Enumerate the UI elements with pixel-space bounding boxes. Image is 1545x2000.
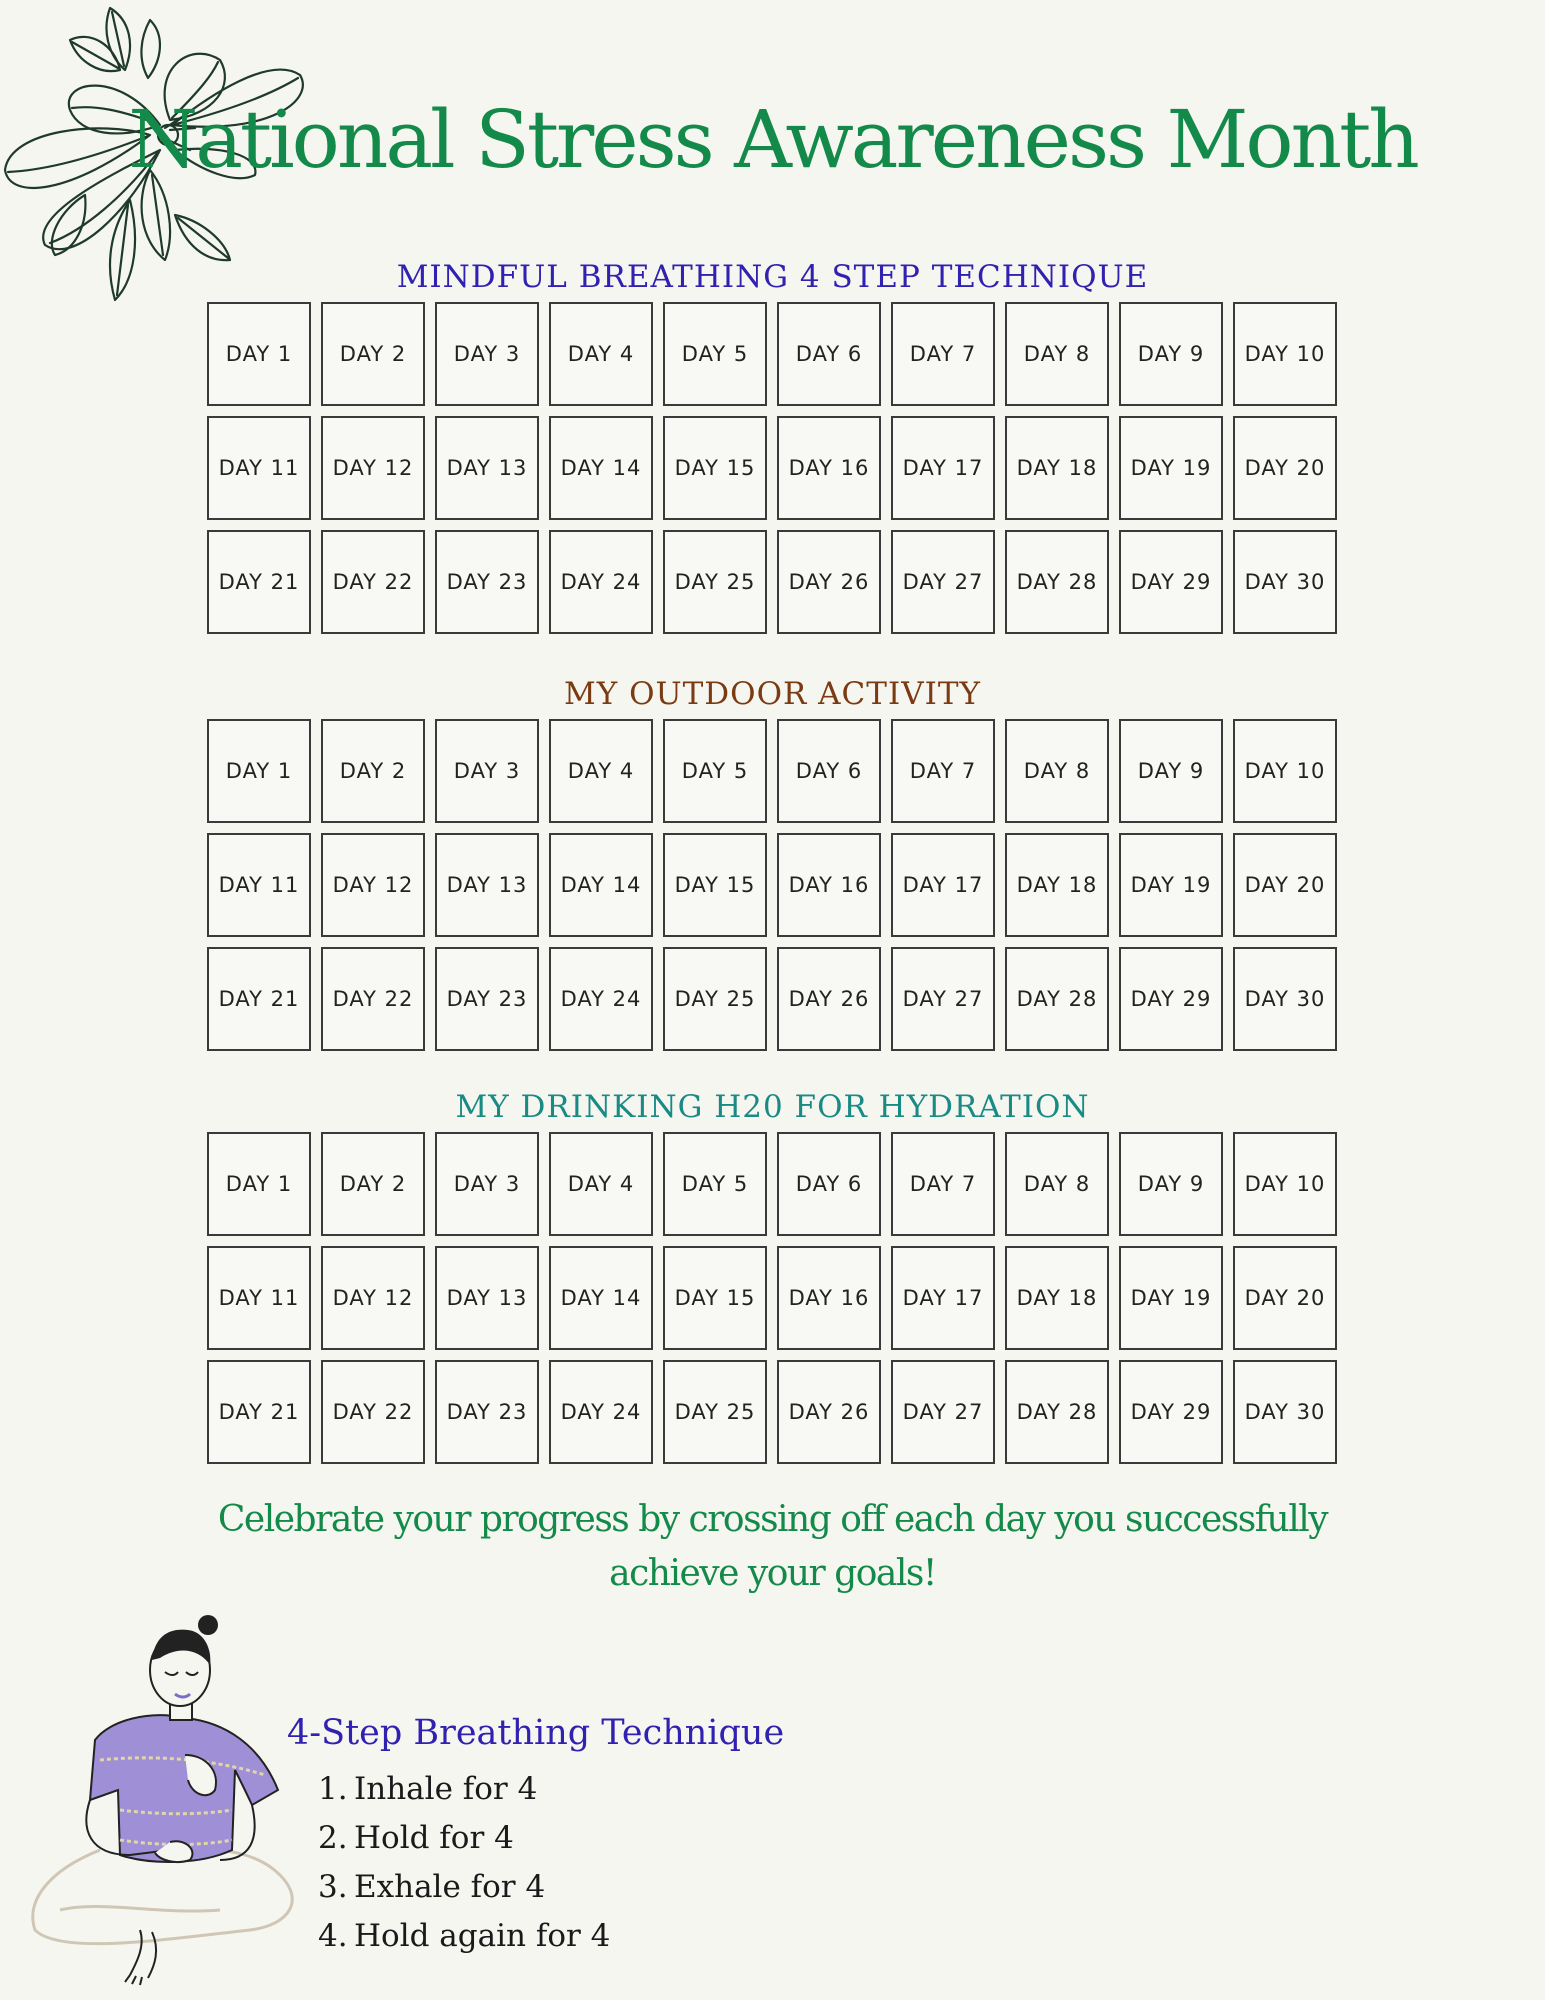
section-title-hydration: MY DRINKING H20 FOR HYDRATION (455, 1089, 1090, 1125)
celebrate-message (0, 1493, 1545, 1601)
day-checkbox[interactable]: DAY 26 (777, 1360, 881, 1464)
step-text: Inhale for 4 (354, 1771, 538, 1807)
day-checkbox[interactable]: DAY 27 (891, 947, 995, 1051)
day-checkbox[interactable]: DAY 16 (777, 833, 881, 937)
day-checkbox[interactable]: DAY 7 (891, 1132, 995, 1236)
day-checkbox[interactable]: DAY 28 (1005, 1360, 1109, 1464)
day-checkbox[interactable]: DAY 22 (321, 947, 425, 1051)
day-checkbox[interactable]: DAY 28 (1005, 947, 1109, 1051)
day-checkbox[interactable]: DAY 9 (1119, 1132, 1223, 1236)
day-checkbox[interactable]: DAY 12 (321, 1246, 425, 1350)
day-checkbox[interactable]: DAY 22 (321, 1360, 425, 1464)
day-checkbox[interactable]: DAY 22 (321, 530, 425, 634)
day-checkbox[interactable]: DAY 2 (321, 302, 425, 406)
day-checkbox[interactable]: DAY 12 (321, 416, 425, 520)
day-checkbox[interactable]: DAY 23 (435, 530, 539, 634)
day-checkbox[interactable]: DAY 2 (321, 719, 425, 823)
day-checkbox[interactable]: DAY 14 (549, 833, 653, 937)
day-checkbox[interactable]: DAY 24 (549, 530, 653, 634)
day-checkbox[interactable]: DAY 7 (891, 719, 995, 823)
technique-title: 4-Step Breathing Technique (287, 1713, 785, 1753)
day-checkbox[interactable]: DAY 29 (1119, 530, 1223, 634)
day-grid-breathing (207, 302, 1339, 634)
step-number: 2. (318, 1820, 348, 1856)
day-checkbox[interactable]: DAY 2 (321, 1132, 425, 1236)
section-title-outdoor: MY OUTDOOR ACTIVITY (564, 676, 981, 712)
day-checkbox[interactable]: DAY 10 (1233, 302, 1337, 406)
day-checkbox[interactable]: DAY 20 (1233, 1246, 1337, 1350)
section-title-breathing: MINDFUL BREATHING 4 STEP TECHNIQUE (396, 259, 1149, 295)
day-checkbox[interactable]: DAY 1 (207, 302, 311, 406)
day-checkbox[interactable]: DAY 15 (663, 1246, 767, 1350)
step-number: 1. (318, 1771, 348, 1807)
day-checkbox[interactable]: DAY 27 (891, 1360, 995, 1464)
day-checkbox[interactable]: DAY 8 (1005, 1132, 1109, 1236)
day-checkbox[interactable]: DAY 5 (663, 719, 767, 823)
list-item (318, 1863, 610, 1912)
day-checkbox[interactable]: DAY 27 (891, 530, 995, 634)
day-checkbox[interactable]: DAY 8 (1005, 719, 1109, 823)
day-checkbox[interactable]: DAY 13 (435, 416, 539, 520)
list-item (318, 1912, 610, 1961)
day-checkbox[interactable]: DAY 5 (663, 1132, 767, 1236)
day-checkbox[interactable]: DAY 20 (1233, 833, 1337, 937)
day-checkbox[interactable]: DAY 17 (891, 1246, 995, 1350)
day-checkbox[interactable]: DAY 3 (435, 1132, 539, 1236)
day-checkbox[interactable]: DAY 25 (663, 1360, 767, 1464)
day-checkbox[interactable]: DAY 1 (207, 1132, 311, 1236)
day-checkbox[interactable]: DAY 20 (1233, 416, 1337, 520)
day-checkbox[interactable]: DAY 23 (435, 947, 539, 1051)
day-checkbox[interactable]: DAY 28 (1005, 530, 1109, 634)
list-item (318, 1765, 610, 1814)
day-checkbox[interactable]: DAY 3 (435, 302, 539, 406)
day-checkbox[interactable]: DAY 26 (777, 530, 881, 634)
step-number: 3. (318, 1869, 348, 1905)
day-checkbox[interactable]: DAY 9 (1119, 719, 1223, 823)
day-checkbox[interactable]: DAY 30 (1233, 947, 1337, 1051)
day-checkbox[interactable]: DAY 14 (549, 1246, 653, 1350)
day-checkbox[interactable]: DAY 23 (435, 1360, 539, 1464)
day-checkbox[interactable]: DAY 16 (777, 1246, 881, 1350)
day-checkbox[interactable]: DAY 14 (549, 416, 653, 520)
day-checkbox[interactable]: DAY 25 (663, 530, 767, 634)
day-checkbox[interactable]: DAY 30 (1233, 530, 1337, 634)
day-checkbox[interactable]: DAY 29 (1119, 1360, 1223, 1464)
day-checkbox[interactable]: DAY 15 (663, 833, 767, 937)
page-title: National Stress Awareness Month (128, 93, 1417, 186)
step-text: Hold for 4 (354, 1820, 514, 1856)
day-checkbox[interactable]: DAY 30 (1233, 1360, 1337, 1464)
list-item (318, 1814, 610, 1863)
day-checkbox[interactable]: DAY 6 (777, 719, 881, 823)
day-grid-outdoor (207, 719, 1339, 1051)
day-checkbox[interactable]: DAY 19 (1119, 416, 1223, 520)
day-checkbox[interactable]: DAY 7 (891, 302, 995, 406)
step-text: Exhale for 4 (354, 1869, 546, 1905)
step-text: Hold again for 4 (354, 1918, 611, 1954)
day-checkbox[interactable]: DAY 29 (1119, 947, 1223, 1051)
day-checkbox[interactable]: DAY 12 (321, 833, 425, 937)
technique-steps (318, 1765, 610, 1961)
day-checkbox[interactable]: DAY 18 (1005, 833, 1109, 937)
day-checkbox[interactable]: DAY 17 (891, 416, 995, 520)
day-checkbox[interactable]: DAY 10 (1233, 719, 1337, 823)
day-checkbox[interactable]: DAY 9 (1119, 302, 1223, 406)
day-checkbox[interactable]: DAY 21 (207, 530, 311, 634)
day-checkbox[interactable]: DAY 11 (207, 416, 311, 520)
day-checkbox[interactable]: DAY 21 (207, 1360, 311, 1464)
day-checkbox[interactable]: DAY 25 (663, 947, 767, 1051)
day-checkbox[interactable]: DAY 19 (1119, 1246, 1223, 1350)
day-checkbox[interactable]: DAY 13 (435, 833, 539, 937)
celebrate-line-1: Celebrate your progress by crossing off each day you successfully (217, 1499, 1328, 1540)
step-number: 4. (318, 1918, 348, 1954)
day-checkbox[interactable]: DAY 18 (1005, 416, 1109, 520)
day-checkbox[interactable]: DAY 11 (207, 833, 311, 937)
meditating-person-illustration (20, 1610, 310, 1990)
day-checkbox[interactable]: DAY 24 (549, 947, 653, 1051)
day-checkbox[interactable]: DAY 6 (777, 302, 881, 406)
day-checkbox[interactable]: DAY 5 (663, 302, 767, 406)
day-checkbox[interactable]: DAY 11 (207, 1246, 311, 1350)
day-checkbox[interactable]: DAY 13 (435, 1246, 539, 1350)
day-checkbox[interactable]: DAY 6 (777, 1132, 881, 1236)
day-checkbox[interactable]: DAY 17 (891, 833, 995, 937)
day-checkbox[interactable]: DAY 4 (549, 302, 653, 406)
day-checkbox[interactable]: DAY 18 (1005, 1246, 1109, 1350)
day-checkbox[interactable]: DAY 4 (549, 1132, 653, 1236)
day-checkbox[interactable]: DAY 4 (549, 719, 653, 823)
day-checkbox[interactable]: DAY 8 (1005, 302, 1109, 406)
day-checkbox[interactable]: DAY 19 (1119, 833, 1223, 937)
day-checkbox[interactable]: DAY 1 (207, 719, 311, 823)
day-grid-hydration (207, 1132, 1339, 1464)
celebrate-line-2: achieve your goals! (609, 1553, 936, 1594)
day-checkbox[interactable]: DAY 15 (663, 416, 767, 520)
day-checkbox[interactable]: DAY 3 (435, 719, 539, 823)
day-checkbox[interactable]: DAY 21 (207, 947, 311, 1051)
day-checkbox[interactable]: DAY 26 (777, 947, 881, 1051)
day-checkbox[interactable]: DAY 24 (549, 1360, 653, 1464)
day-checkbox[interactable]: DAY 16 (777, 416, 881, 520)
day-checkbox[interactable]: DAY 10 (1233, 1132, 1337, 1236)
